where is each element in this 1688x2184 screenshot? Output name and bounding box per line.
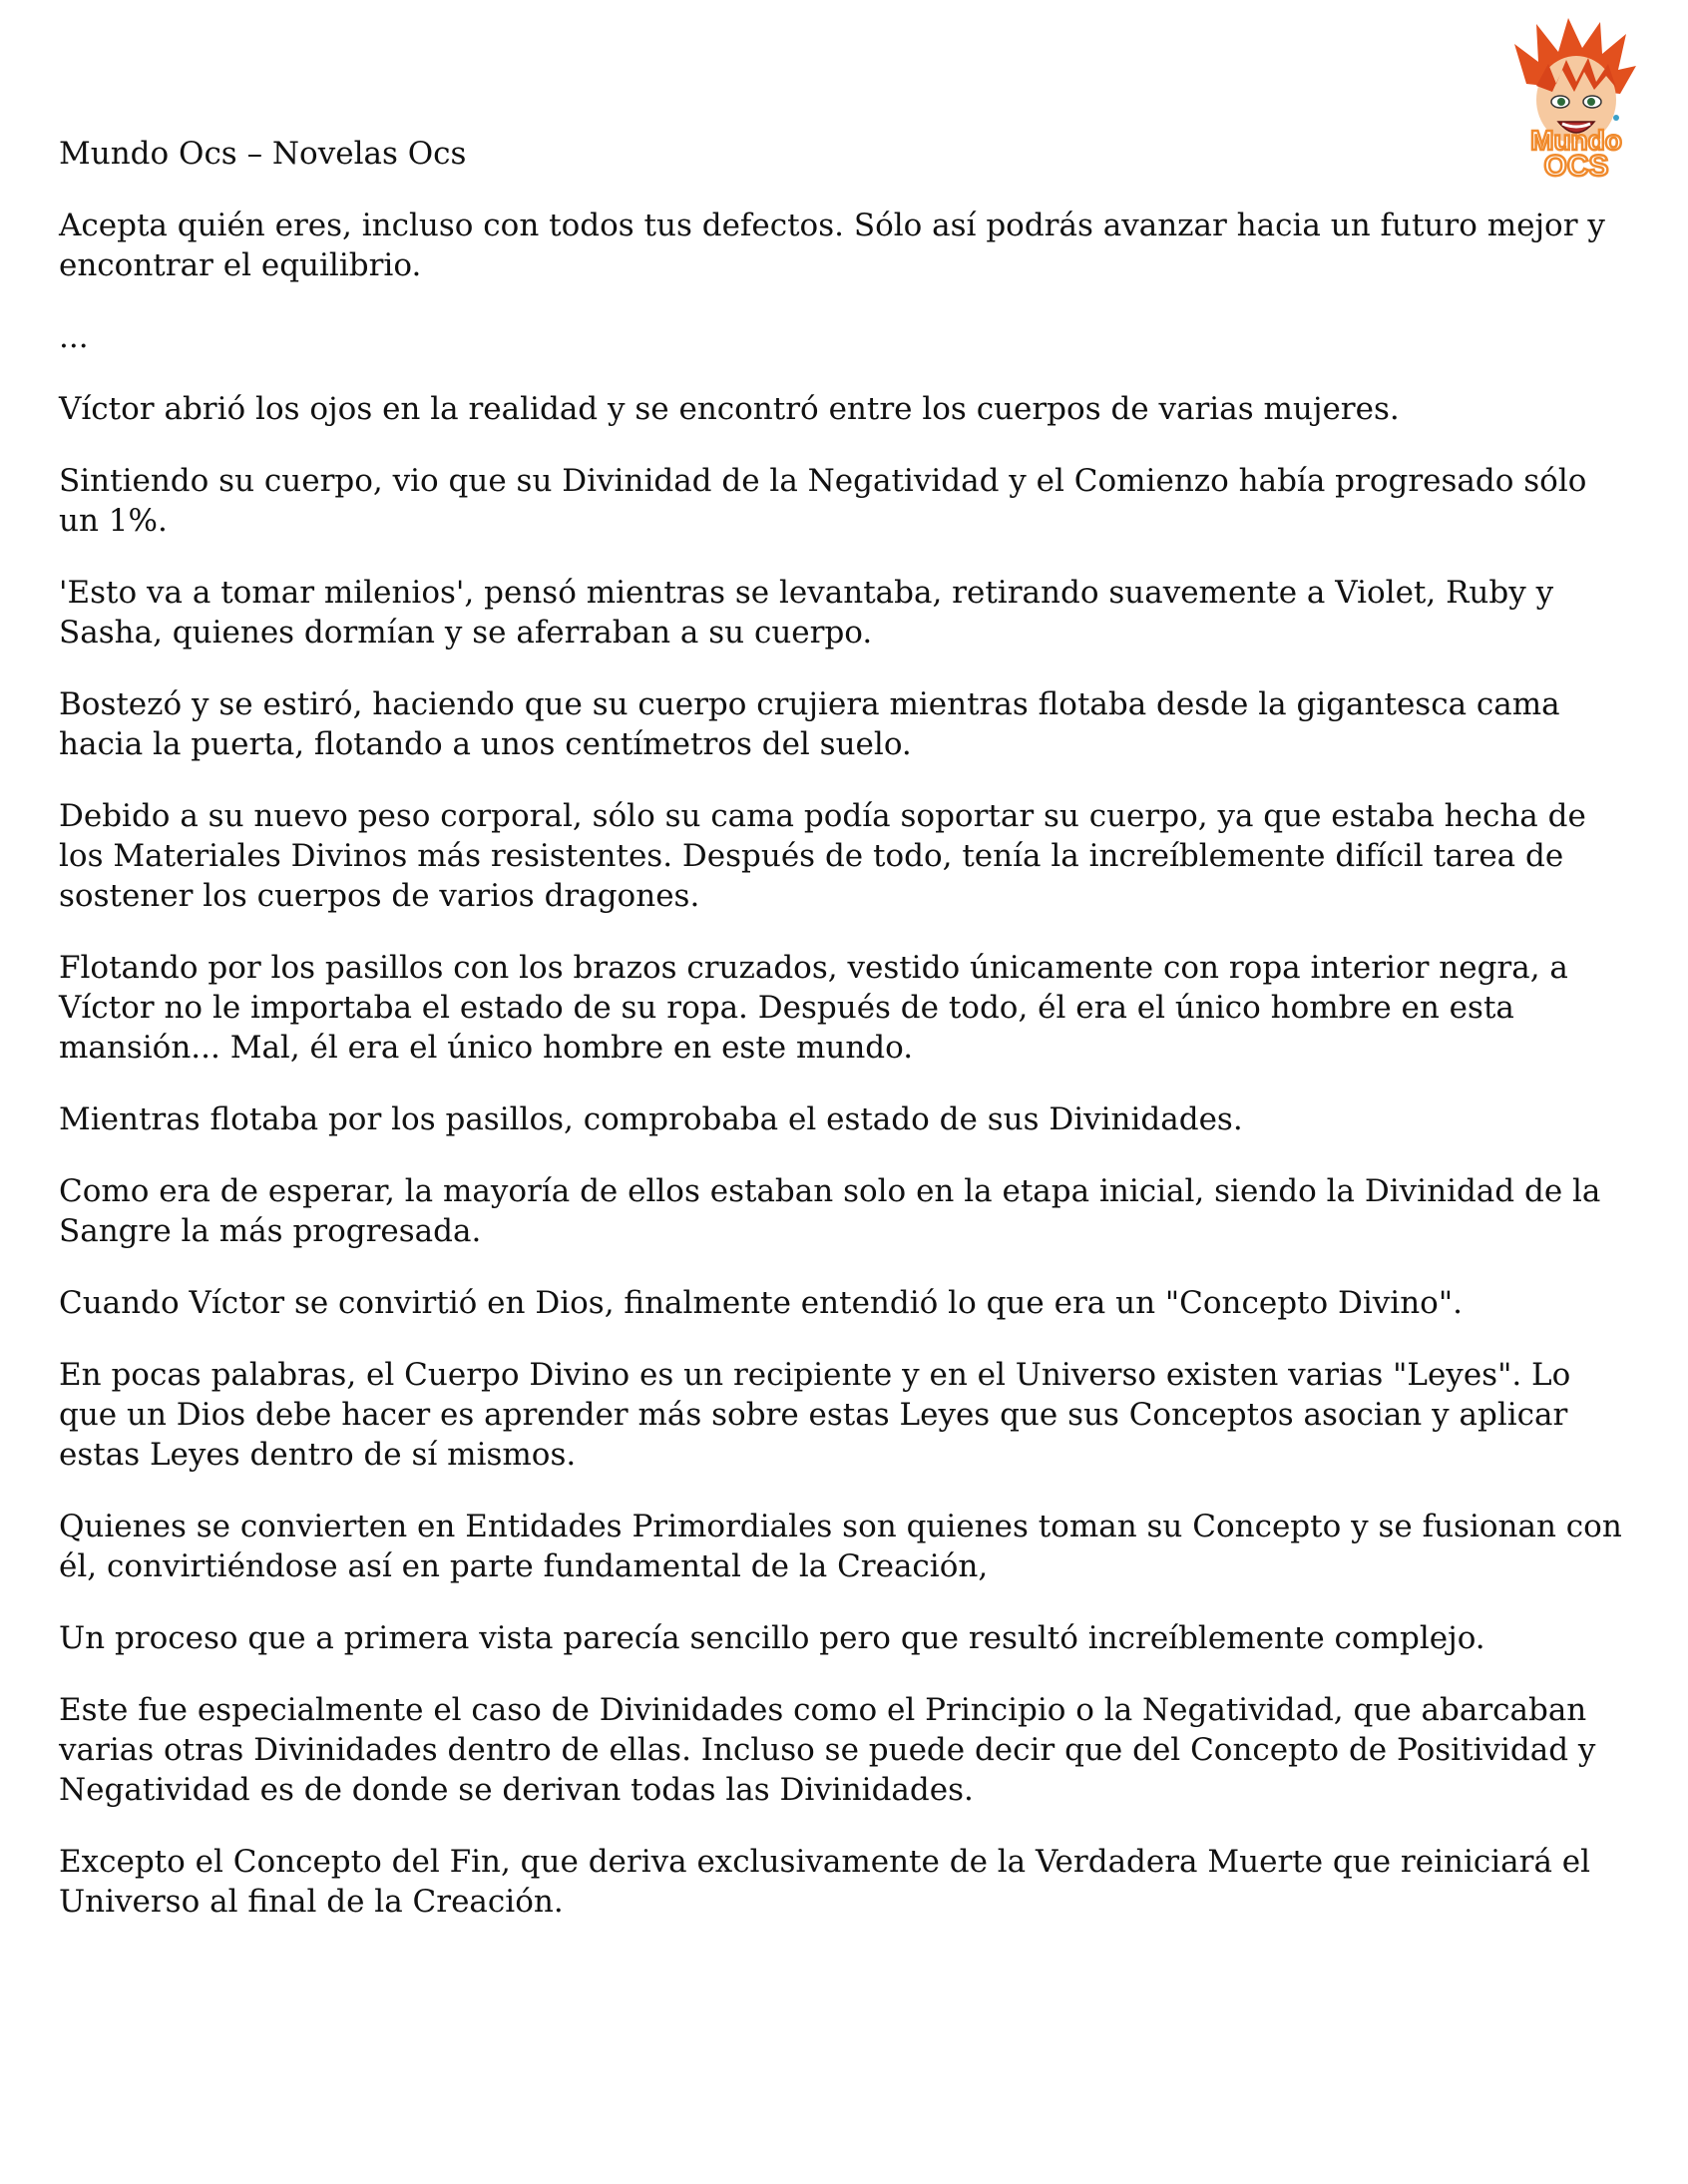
paragraph: Cuando Víctor se convirtió en Dios, finalmente entendió lo que era un "Concepto Divino". [59, 1285, 1463, 1321]
paragraph: Mientras flotaba por los pasillos, comprobaba el estado de sus Divinidades. [59, 1101, 1243, 1137]
logo-text-ocs: OCS [1543, 150, 1609, 183]
paragraph: Un proceso que a primera vista parecía sencillo pero que resultó increíblemente complejo. [59, 1620, 1485, 1656]
chapter-body [59, 206, 1635, 1954]
paragraph: Sintiendo su cuerpo, vio que su Divinidad de la Negatividad y el Comienzo había progresado sólo un 1%. [59, 463, 1587, 539]
paragraph: Víctor abrió los ojos en la realidad y se encontró entre los cuerpos de varias mujeres. [59, 391, 1400, 427]
mundo-ocs-logo [1496, 14, 1656, 184]
paragraph: En pocas palabras, el Cuerpo Divino es un recipiente y en el Universo existen varias "Leyes". Lo que un Dios debe hacer es aprender más sobre estas Leyes que sus Conceptos asocian y aplicar estas Leyes dentro de sí mismos. [59, 1357, 1571, 1473]
paragraph: 'Esto va a tomar milenios', pensó mientras se levantaba, retirando suavemente a Violet, Ruby y Sasha, quienes dormían y se aferraban a su cuerpo. [59, 575, 1554, 651]
paragraph: Excepto el Concepto del Fin, que deriva exclusivamente de la Verdadera Muerte que reiniciará el Universo al final de la Creación. [59, 1844, 1591, 1920]
logo-text-mundo: Mundo [1530, 125, 1622, 156]
mascot-icon [1496, 14, 1656, 184]
paragraph: Bostezó y se estiró, haciendo que su cuerpo crujiera mientras flotaba desde la gigantesca cama hacia la puerta, flotando a unos centímetros del suelo. [59, 686, 1560, 762]
paragraph-separator: ... [59, 319, 89, 355]
paragraph: Como era de esperar, la mayoría de ellos estaban solo en la etapa inicial, siendo la Divinidad de la Sangre la más progresada. [59, 1173, 1601, 1249]
paragraph: Flotando por los pasillos con los brazos cruzados, vestido únicamente con ropa interior negra, a Víctor no le importaba el estado de su ropa. Después de todo, él era el único hombre en esta mansión... Mal, él era el único hombre en este mundo. [59, 950, 1568, 1066]
paragraph: Debido a su nuevo peso corporal, sólo su cama podía soportar su cuerpo, ya que estaba hecha de los Materiales Divinos más resistentes. Después de todo, tenía la increíblemente difícil tarea de sostener los cuerpos de varios dragones. [59, 798, 1586, 914]
paragraph: Este fue especialmente el caso de Divinidades como el Principio o la Negatividad, que abarcaban varias otras Divinidades dentro de ellas. Incluso se puede decir que del Concepto de Positividad y Negatividad es de donde se derivan todas las Divinidades. [59, 1692, 1596, 1808]
paragraph: Quienes se convierten en Entidades Primordiales son quienes toman su Concepto y se fusionan con él, convirtiéndose así en parte fundamental de la Creación, [59, 1509, 1622, 1584]
site-title: Mundo Ocs – Novelas Ocs [59, 136, 467, 172]
paragraph: Acepta quién eres, incluso con todos tus defectos. Sólo así podrás avanzar hacia un futuro mejor y encontrar el equilibrio. [59, 208, 1605, 283]
